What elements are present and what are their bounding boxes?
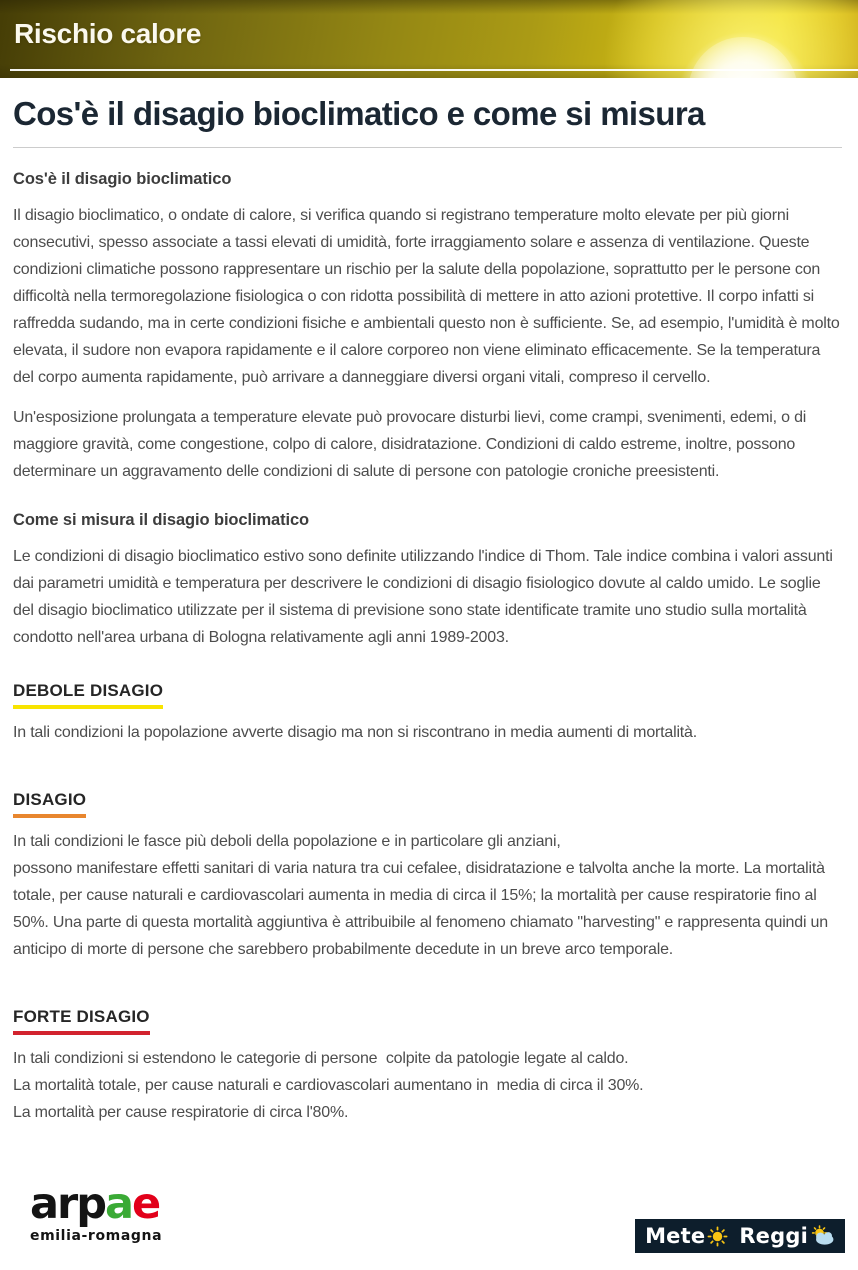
section-heading-cosa: Cos'è il disagio bioclimatico bbox=[13, 170, 232, 188]
risk-text-line: possono manifestare effetti sanitari di varia natura tra cui cefalee, disidratazione e talvolta anche la morte. La mortalità totale, per cause naturali e cardiovascolari aumenta in media di circa il 15%; la mortalità per cause respiratorie fino al 50%. Una parte di questa mortalità aggiuntiva è attribuibile al fenomeno chiamato "harvesting" e rappresenta quindi un anticipo di morte di persone che sarebbero probabilmente decedute in un breve arco temporale. bbox=[13, 860, 833, 958]
arpae-wordmark bbox=[30, 1179, 162, 1229]
risk-text-line: La mortalità per cause respiratorie di circa l'80%. bbox=[13, 1104, 349, 1121]
sun-behind-cloud-icon bbox=[810, 1225, 836, 1247]
sun-glow-decoration bbox=[688, 37, 798, 92]
page-header-banner bbox=[0, 0, 858, 78]
arpae-subtitle: emilia-romagna bbox=[30, 1227, 163, 1244]
risk-text-line: In tali condizioni le fasce più deboli della popolazione e in particolare gli anziani, bbox=[13, 833, 561, 850]
risk-section-forte-disagio bbox=[13, 1007, 844, 1126]
paragraph: Le condizioni di disagio bioclimatico estivo sono definite utilizzando l'indice di Thom. Tale indice combina i valori assunti dai parametri umidità e temperatura per descrivere le condizioni di disagio fisiologico dovute al caldo umido. Le soglie del disagio bioclimatico utilizzate per il sistema di previsione sono state identificate tramite uno studio sulla mortalità condotto nell'area urbana di Bologna relativamente agli anni 1989-2003. bbox=[13, 548, 833, 646]
risk-underline-bar-yellow bbox=[13, 705, 163, 709]
sun-icon bbox=[707, 1226, 728, 1247]
risk-underline-bar-red bbox=[13, 1031, 150, 1035]
article-content bbox=[0, 94, 858, 1126]
footer bbox=[0, 1179, 858, 1255]
arpae-wordmark-green: a bbox=[105, 1179, 133, 1229]
risk-text-line: In tali condizioni la popolazione avverte disagio ma non si riscontrano in media aumenti di mortalità. bbox=[13, 724, 697, 741]
title-divider bbox=[13, 147, 842, 148]
risk-section-disagio bbox=[13, 790, 844, 963]
meteo-text-mete: Mete bbox=[645, 1224, 706, 1248]
arpae-logo[interactable] bbox=[30, 1179, 163, 1244]
meteo-reggio-logo[interactable] bbox=[635, 1219, 845, 1253]
risk-section-debole-disagio bbox=[13, 681, 844, 746]
header-title: Rischio calore bbox=[14, 18, 202, 49]
paragraph: Un'esposizione prolungata a temperature elevate può provocare disturbi lievi, come crampi, svenimenti, edemi, o di maggiore gravità, come congestione, colpo di calore, disidratazione. Condizioni di caldo estreme, inoltre, possono determinare un aggravamento delle condizioni di salute di persone con patologie croniche preesistenti. bbox=[13, 409, 807, 480]
risk-label: DISAGIO bbox=[13, 790, 87, 809]
section-heading-misura: Come si misura il disagio bioclimatico bbox=[13, 511, 310, 529]
arpae-wordmark-red: e bbox=[132, 1179, 160, 1229]
header-divider-line bbox=[10, 69, 858, 71]
risk-label: DEBOLE DISAGIO bbox=[13, 681, 164, 700]
risk-label: FORTE DISAGIO bbox=[13, 1007, 150, 1026]
meteo-text-reggi: Reggi bbox=[739, 1224, 808, 1248]
risk-text-line: La mortalità totale, per cause naturali e cardiovascolari aumentano in media di circa il 30%. bbox=[13, 1077, 644, 1094]
arpae-wordmark-black: arp bbox=[30, 1179, 106, 1229]
page-title: Cos'è il disagio bioclimatico e come si misura bbox=[13, 95, 705, 132]
risk-underline-bar-orange bbox=[13, 814, 86, 818]
paragraph: Il disagio bioclimatico, o ondate di calore, si verifica quando si registrano temperature molto elevate per più giorni consecutivi, spesso associate a tassi elevati di umidità, forte irraggiamento solare e assenza di ventilazione. Queste condizioni climatiche possono rappresentare un rischio per la salute della popolazione, soprattutto per le persone con difficoltà nella termoregolazione fisiologica o con ridotta possibilità di mettere in atto azioni protettive. Il corpo infatti si raffredda sudando, ma in certe condizioni fisiche e ambientali questo non è sufficiente. Se, ad esempio, l'umidità è molto elevata, il sudore non evapora rapidamente e il calore corporeo non viene eliminato efficacemente. Se la temperatura del corpo aumenta rapidamente, può arrivare a danneggiare diversi organi vitali, compreso il cervello. bbox=[13, 207, 840, 386]
risk-text-line: In tali condizioni si estendono le categorie di persone colpite da patologie legate al caldo. bbox=[13, 1050, 629, 1067]
